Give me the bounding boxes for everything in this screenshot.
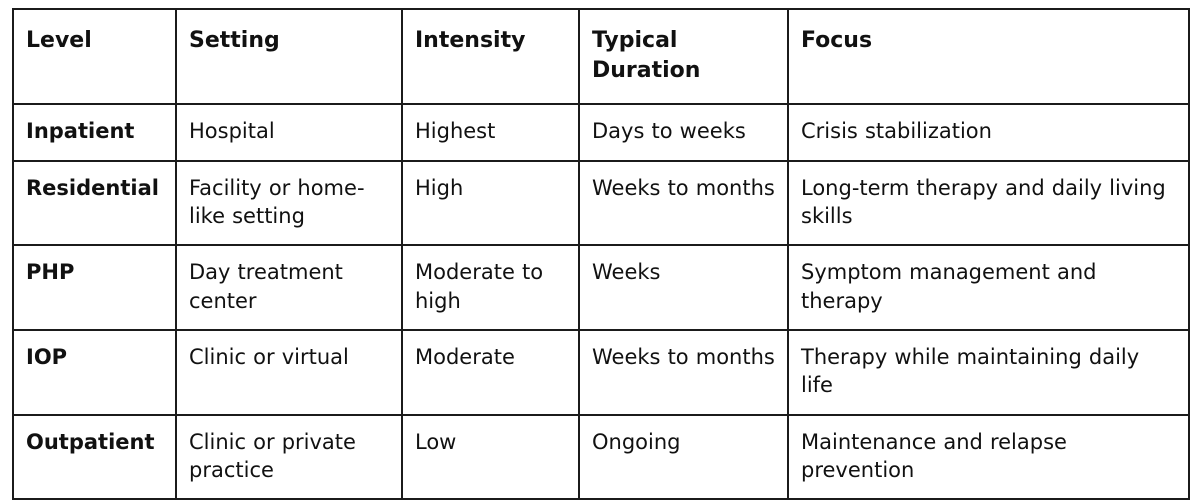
cell-focus: Crisis stabilization	[788, 104, 1189, 160]
table-header	[13, 9, 1189, 104]
table-row	[13, 330, 1189, 415]
table-row	[13, 245, 1189, 330]
cell-level: IOP	[13, 330, 176, 415]
cell-duration: Ongoing	[579, 415, 788, 500]
table-row	[13, 415, 1189, 500]
cell-intensity: Moderate to high	[402, 245, 579, 330]
cell-duration: Days to weeks	[579, 104, 788, 160]
cell-duration: Weeks	[579, 245, 788, 330]
column-header-focus: Focus	[788, 9, 1189, 104]
column-header-level: Level	[13, 9, 176, 104]
cell-intensity: Highest	[402, 104, 579, 160]
cell-intensity: Moderate	[402, 330, 579, 415]
column-header-intensity: Intensity	[402, 9, 579, 104]
column-header-setting: Setting	[176, 9, 402, 104]
cell-setting: Clinic or private practice	[176, 415, 402, 500]
cell-level: Inpatient	[13, 104, 176, 160]
column-header-typical-duration: Typical Duration	[579, 9, 788, 104]
table-row	[13, 161, 1189, 246]
cell-intensity: High	[402, 161, 579, 246]
table-body	[13, 104, 1189, 499]
cell-intensity: Low	[402, 415, 579, 500]
cell-duration: Weeks to months	[579, 330, 788, 415]
levels-of-care-table	[12, 8, 1190, 500]
cell-level: Residential	[13, 161, 176, 246]
cell-focus: Symptom management and therapy	[788, 245, 1189, 330]
table-header-row	[13, 9, 1189, 104]
cell-setting: Hospital	[176, 104, 402, 160]
cell-setting: Facility or home-like setting	[176, 161, 402, 246]
table-row	[13, 104, 1189, 160]
cell-focus: Therapy while maintaining daily life	[788, 330, 1189, 415]
cell-level: Outpatient	[13, 415, 176, 500]
cell-level: PHP	[13, 245, 176, 330]
cell-setting: Day treatment center	[176, 245, 402, 330]
cell-focus: Long-term therapy and daily living skills	[788, 161, 1189, 246]
cell-focus: Maintenance and relapse prevention	[788, 415, 1189, 500]
cell-setting: Clinic or virtual	[176, 330, 402, 415]
cell-duration: Weeks to months	[579, 161, 788, 246]
